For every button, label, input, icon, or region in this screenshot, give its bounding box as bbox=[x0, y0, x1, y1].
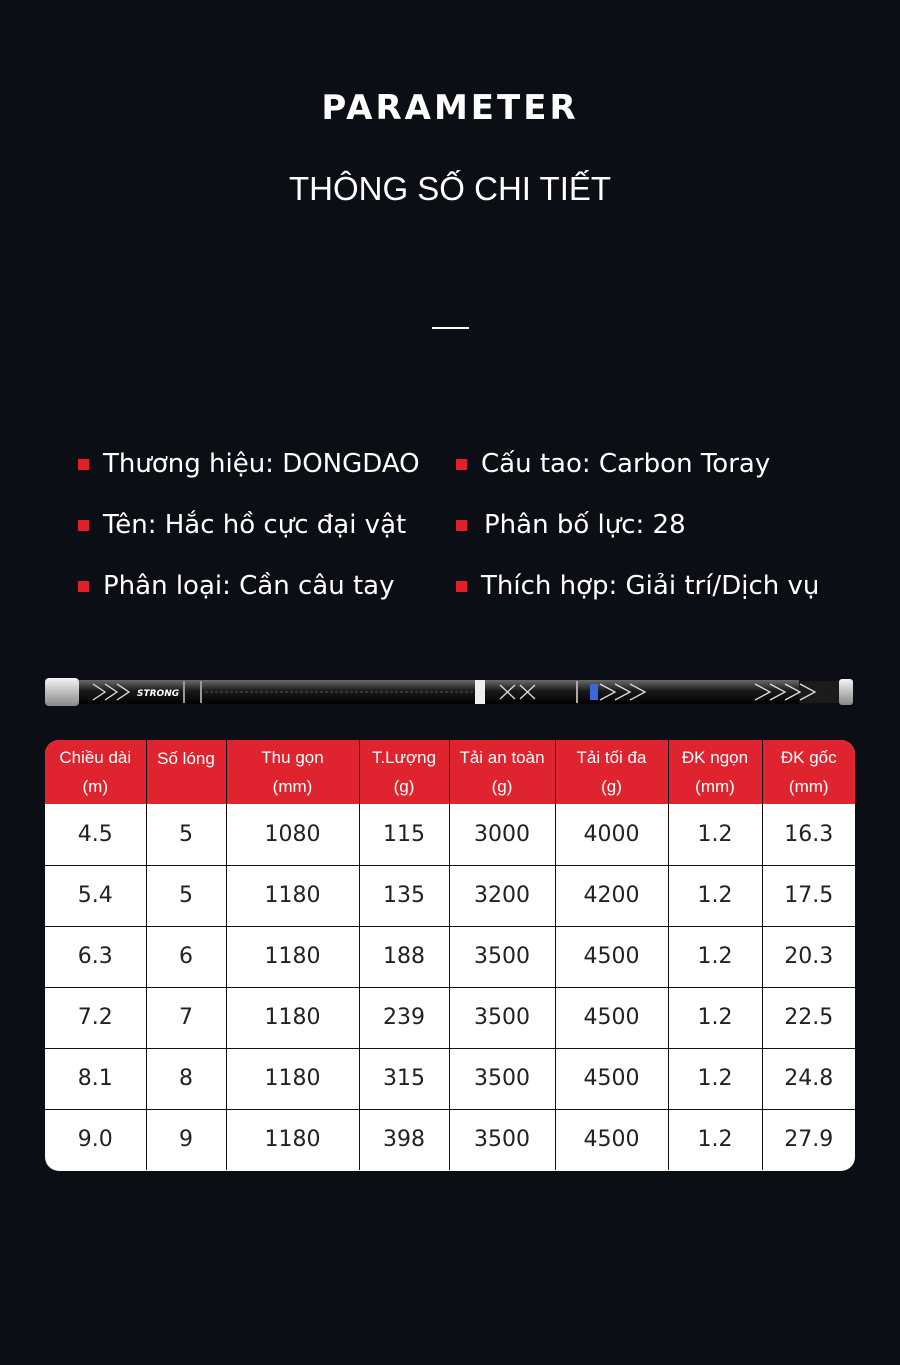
spec-table bbox=[45, 740, 855, 1171]
spec-text: Phân loại: Cần câu tay bbox=[103, 571, 395, 601]
table-cell: 5 bbox=[146, 804, 226, 865]
table-cell: 4000 bbox=[555, 804, 668, 865]
table-cell: 8 bbox=[146, 1048, 226, 1109]
table-cell: 1180 bbox=[226, 865, 359, 926]
table-cell: 4500 bbox=[555, 926, 668, 987]
table-cell: 3500 bbox=[449, 926, 555, 987]
table-cell: 3500 bbox=[449, 1109, 555, 1170]
bullet-icon bbox=[78, 581, 89, 592]
table-cell: 4500 bbox=[555, 1109, 668, 1170]
bullet-icon bbox=[456, 459, 467, 470]
table-cell: 4500 bbox=[555, 1048, 668, 1109]
table-cell: 1180 bbox=[226, 1048, 359, 1109]
fishing-rod-image bbox=[45, 672, 857, 712]
table-cell: 16.3 bbox=[762, 804, 855, 865]
table-cell: 17.5 bbox=[762, 865, 855, 926]
table-cell: 7 bbox=[146, 987, 226, 1048]
table-cell: 1.2 bbox=[668, 1048, 762, 1109]
table-cell: 27.9 bbox=[762, 1109, 855, 1170]
table-row bbox=[45, 926, 855, 987]
table-cell: 3500 bbox=[449, 987, 555, 1048]
col-max-load: Tải tối đa (g) bbox=[555, 740, 668, 804]
butt-cap bbox=[45, 678, 79, 706]
table-cell: 8.1 bbox=[45, 1048, 146, 1109]
table-cell: 24.8 bbox=[762, 1048, 855, 1109]
bullet-icon bbox=[78, 459, 89, 470]
table-cell: 3000 bbox=[449, 804, 555, 865]
table-cell: 1180 bbox=[226, 987, 359, 1048]
table-cell: 6 bbox=[146, 926, 226, 987]
tip-cap bbox=[839, 679, 853, 705]
table-cell: 4500 bbox=[555, 987, 668, 1048]
table-cell: 1180 bbox=[226, 926, 359, 987]
table-cell: 5 bbox=[146, 865, 226, 926]
table-cell: 135 bbox=[359, 865, 449, 926]
table-cell: 4.5 bbox=[77, 821, 113, 847]
table-cell: 239 bbox=[359, 987, 449, 1048]
table-header-row bbox=[45, 740, 855, 804]
table-cell: 9 bbox=[146, 1109, 226, 1170]
table-row bbox=[45, 804, 855, 865]
table-cell: 6.3 bbox=[45, 926, 146, 987]
table-cell: 398 bbox=[359, 1109, 449, 1170]
spec-item-type bbox=[78, 571, 394, 601]
table-cell: 7.2 bbox=[45, 987, 146, 1048]
spec-text: Tên: Hắc hồ cực đại vật bbox=[103, 510, 407, 540]
table-cell: 5.4 bbox=[45, 865, 146, 926]
table-cell: 115 bbox=[359, 804, 449, 865]
table-row bbox=[45, 1048, 855, 1109]
table-cell: 1.2 bbox=[668, 987, 762, 1048]
table-cell: 4200 bbox=[555, 865, 668, 926]
table-cell: 22.5 bbox=[762, 987, 855, 1048]
col-weight: T.Lượng (g) bbox=[359, 740, 449, 804]
table-cell: 9.0 bbox=[45, 1109, 146, 1170]
spec-text: Thương hiệu: DONGDAO bbox=[103, 449, 420, 479]
spec-item-name bbox=[78, 510, 406, 540]
rod-label: STRONG bbox=[137, 689, 180, 699]
page-subtitle: THÔNG SỐ CHI TIẾT bbox=[288, 170, 612, 207]
table-cell: 20.3 bbox=[762, 926, 855, 987]
table-cell: 1080 bbox=[226, 804, 359, 865]
table-cell: 3500 bbox=[449, 1048, 555, 1109]
col-tip-diameter: ĐK ngọn (mm) bbox=[668, 740, 762, 804]
spec-item-material bbox=[456, 449, 770, 479]
table-cell: 3200 bbox=[449, 865, 555, 926]
page-title: PARAMETER bbox=[321, 88, 579, 128]
table-cell: 1.2 bbox=[668, 926, 762, 987]
rod-body bbox=[79, 680, 799, 704]
spec-text: Cấu tao: Carbon Toray bbox=[481, 449, 771, 479]
spec-text: Phân bố lực: 28 bbox=[484, 510, 686, 540]
col-length: Chiều dài (m) bbox=[59, 748, 132, 796]
col-closed-length: Thu gọn (mm) bbox=[226, 740, 359, 804]
table-cell: 1180 bbox=[226, 1109, 359, 1170]
spec-text: Thích hợp: Giải trí/Dịch vụ bbox=[481, 571, 820, 601]
bullet-icon bbox=[456, 520, 467, 531]
spec-item-brand bbox=[78, 449, 420, 479]
table-row bbox=[45, 865, 855, 926]
divider bbox=[432, 327, 469, 329]
table-row bbox=[45, 987, 855, 1048]
table-cell: 1.2 bbox=[668, 1109, 762, 1170]
table-cell: 188 bbox=[359, 926, 449, 987]
table-cell: 315 bbox=[359, 1048, 449, 1109]
col-sections: Số lóng bbox=[146, 740, 226, 804]
bullet-icon bbox=[78, 520, 89, 531]
spec-item-power bbox=[456, 510, 686, 540]
spec-item-usage bbox=[456, 571, 819, 601]
table-cell: 1.2 bbox=[668, 804, 762, 865]
bullet-icon bbox=[456, 581, 467, 592]
table-row bbox=[45, 1109, 855, 1170]
col-butt-diameter: ĐK gốc (mm) bbox=[762, 740, 855, 804]
col-safe-load: Tải an toàn (g) bbox=[449, 740, 555, 804]
table-cell: 1.2 bbox=[668, 865, 762, 926]
